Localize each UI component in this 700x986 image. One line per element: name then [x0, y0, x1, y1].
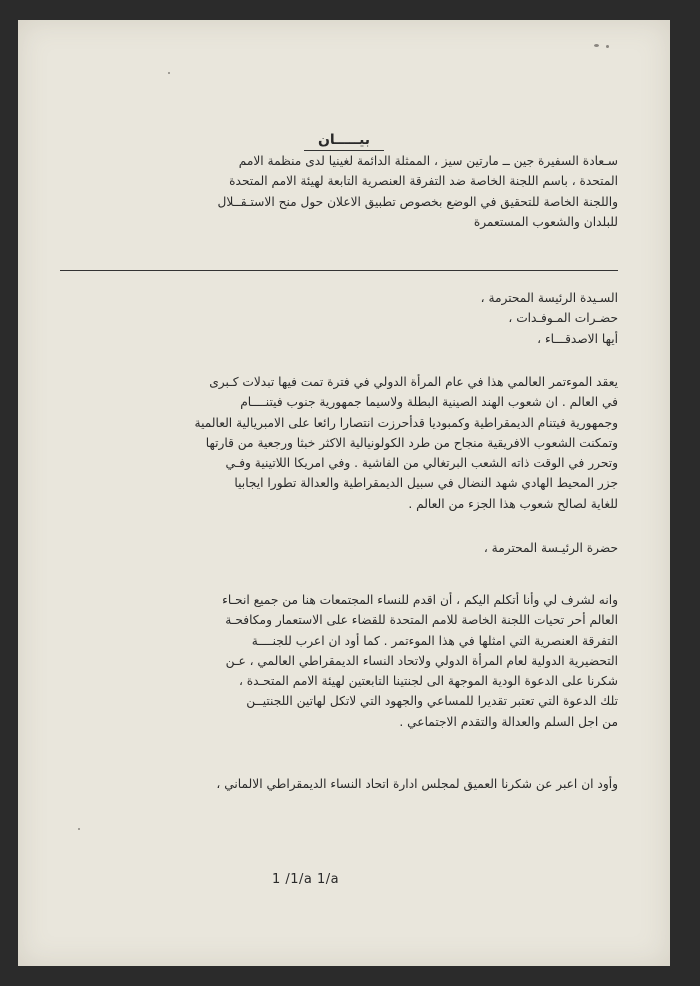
paper-speck — [78, 828, 80, 830]
paragraph-line: جزر المحيط الهادي شهد النضال في سبيل الديمقراطية والعدالة تطورا ايجابيا — [234, 476, 618, 491]
paragraph-line: وانه لشرف لي وأنا أتكلم اليكم ، أن اقدم للنساء المجتمعات هنا من جميع انحـاء — [222, 593, 618, 607]
paragraph-line: يعقد الموءتمر العالمي هذا في عام المرأة الدولي في فترة تمت فيها تبدلات كـبرى — [209, 375, 618, 389]
page-code: 1 /1/a 1/a — [272, 872, 340, 887]
paragraph-line: التفرقة العنصرية التي امثلها في هذا الموءتمر . كما أود ان اعرب للجنــــة — [251, 633, 618, 648]
paragraph-1 — [60, 372, 618, 514]
paragraph-2 — [60, 590, 618, 732]
header-line: للبلدان والشعوب المستعمرة — [473, 214, 618, 229]
closing-line: وأود ان اعبر عن شكرنا العميق لمجلس ادارة اتحاد النساء الديمقراطي الالماني ، — [216, 777, 618, 791]
paragraph-line: من اجل السلم والعدالة والتقدم الاجتماعي . — [399, 714, 618, 729]
closing-paragraph — [60, 774, 618, 794]
salutation-line: السـيدة الرئيسة المحترمة ، — [480, 291, 618, 305]
paragraph-line: للغاية لصالح شعوب هذا الجزء من العالم . — [408, 496, 618, 511]
salutation-line: حضـرات المـوفـدات ، — [508, 311, 618, 326]
paper-speck — [168, 72, 170, 74]
salutation-line: أيها الاصدقـــاء ، — [537, 331, 618, 346]
header-line: سـعادة السفيرة جين ــ مارتين سيز ، الممثلة الدائمة لغينيا لدى منظمة الامم — [238, 154, 618, 168]
paragraph-line: وجمهورية فيتنام الديمقراطية وكمبوديا قدأحرزت انتصارا رائعا على الامبريالية العالمية — [194, 415, 618, 430]
salutation-line: حضرة الرئيـسة المحترمة ، — [483, 541, 618, 555]
paragraph-line: وتمكنت الشعوب الافريقية منجاح من طرد الكولونيالية الاكثر خبثا ورجعية من قارتها — [205, 435, 618, 450]
paragraph-line: في العالم . ان شعوب الهند الصينية البطلة ولاسيما جمهورية جنوب فيتنــــام — [240, 395, 618, 410]
document-title-wrap — [18, 132, 670, 148]
header-line: المتحدة ، باسم اللجنة الخاصة ضد التفرقة العنصرية التابعة لهيئة الامم المتحدة — [229, 174, 618, 189]
document-page — [18, 20, 670, 966]
paragraph-line: شكرنا على الدعوة الودية الموجهة الى لجنتينا التابعتين لهيئة الامم المتحـدة ، — [238, 674, 618, 689]
salutation-2 — [484, 538, 618, 558]
paper-speck — [606, 45, 609, 48]
paragraph-line: العالم أحر تحيات اللجنة الخاصة للامم المتحدة للقضاء على الاستعمار ومكافحـة — [225, 613, 618, 628]
paragraph-line: وتحرر في الوقت ذاته الشعب البرتغالي من الفاشية . وفي امريكا اللاتينية وفـي — [225, 456, 618, 471]
paper-speck — [594, 44, 599, 47]
header-line: واللجنة الخاصة للتحقيق في الوضع بخصوص تطبيق الاعلان حول منح الاستـقــلال — [217, 194, 618, 209]
paragraph-line: التحضيرية الدولية لعام المرأة الدولي ولاتحاد النساء الديمقراطي العالمي ، عـن — [225, 653, 618, 668]
paragraph-line: تلك الدعوة التي تعتبر تقديرا للمساعي والجهود التي لاتكل لهاتين اللجنتيــن — [246, 694, 618, 709]
salutation-block — [481, 288, 618, 349]
document-title: بيـــــان — [304, 132, 384, 151]
header-divider — [60, 270, 618, 271]
header-block — [60, 151, 618, 232]
